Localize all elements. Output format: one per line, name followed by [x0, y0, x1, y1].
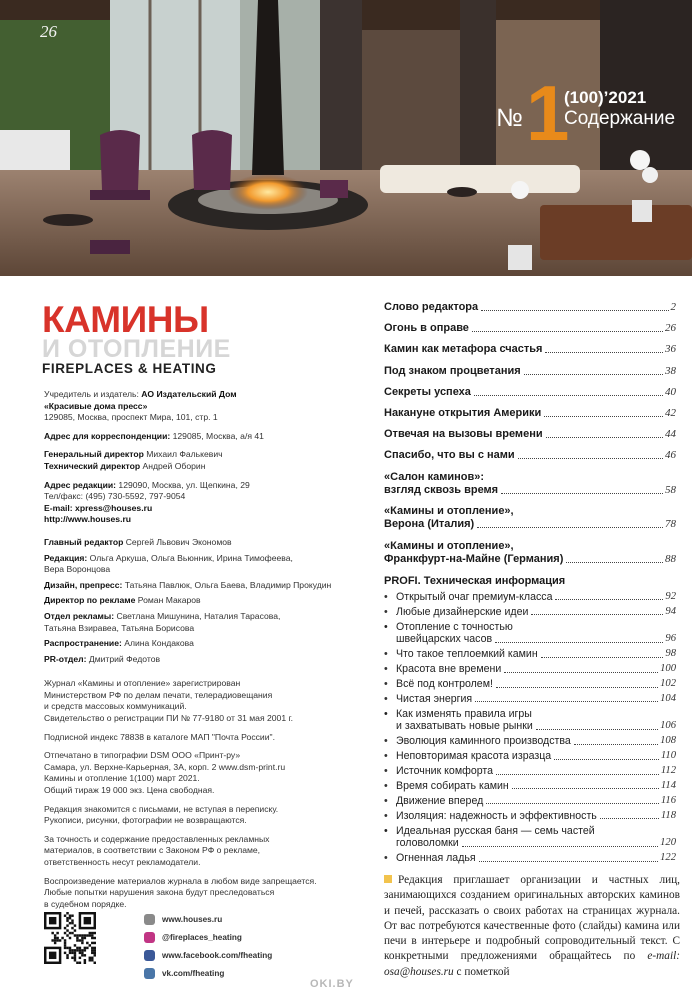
toc-page: 112 — [660, 764, 676, 776]
bullet: • — [384, 852, 388, 865]
toc-title: Секреты успеха — [384, 385, 471, 398]
leader-dots — [475, 701, 658, 702]
design-value: Татьяна Павлюк, Ольга Баева, Владимир Прокудин — [124, 579, 332, 590]
toc-page: 104 — [660, 692, 676, 704]
issue-no-sign: № — [496, 104, 523, 132]
toc-title: Источник комфорта — [396, 764, 493, 777]
leader-dots — [518, 458, 663, 459]
leader-dots — [536, 729, 658, 730]
bullet: • — [384, 750, 388, 763]
toc-title: Что такое теплоемкий камин — [396, 648, 538, 661]
toc-sub-item[interactable] — [384, 765, 676, 778]
toc-title-line-1: Отопление с точностью — [396, 620, 513, 633]
toc-title: Изоляция: надежность и эффективность — [396, 809, 597, 822]
toc-title: Любые дизайнерские идеи — [396, 605, 529, 618]
lobby-interior-illustration — [0, 0, 692, 276]
editorial-value: Ольга Аркуша, Ольга Вьюнник, Ирина Тимофеева, — [89, 552, 293, 563]
leader-dots — [512, 788, 659, 789]
printing-line-2: Самара, ул. Верхне-Карьерная, 3А, корп. 2 www.dsm-print.ru — [44, 761, 286, 772]
toc-item[interactable] — [384, 365, 676, 378]
toc-page: 116 — [660, 794, 676, 806]
social-link[interactable] — [144, 948, 304, 963]
founder-label: Учредитель и издатель: — [44, 389, 139, 399]
gd-value: Михаил Фалькевич — [146, 449, 223, 460]
toc-page: 108 — [660, 735, 676, 747]
social-link[interactable] — [144, 966, 304, 981]
design-label: Дизайн, препресс: — [44, 579, 123, 590]
leader-dots — [574, 744, 658, 745]
toc-title-line-2: швейцарских часов — [396, 633, 493, 646]
toc-sub-item[interactable] — [384, 750, 676, 763]
toc-title: Огонь в оправе — [384, 322, 469, 335]
toc-item[interactable] — [384, 301, 676, 314]
toc-title: Время собирать камин — [396, 779, 509, 792]
social-link-text: vk.com/fheating — [162, 969, 225, 978]
toc-page: 114 — [660, 779, 676, 791]
toc-page: 46 — [665, 449, 676, 462]
toc-title: Движение вперед — [396, 794, 484, 807]
toc-title-line-1: Идеальная русская баня — семь частей — [396, 824, 595, 837]
toc-title-line-2: Верона (Италия) — [384, 518, 475, 531]
toc-sub-item[interactable] — [384, 708, 676, 733]
toc-title: Открытый очаг премиум-класса — [396, 590, 553, 603]
toc-sub-item[interactable] — [384, 825, 676, 850]
social-links — [144, 912, 304, 984]
contents-heading: Содержание — [564, 108, 676, 129]
leader-dots — [486, 803, 659, 804]
toc-title-line-1: «Камины и отопление», — [384, 540, 514, 553]
phone: Тел/факс: (495) 730-5592, 797-9054 — [44, 491, 186, 502]
registration-line-4: Свидетельство о регистрации ПИ № 77-9180 от 31 мая 2001 г. — [44, 713, 293, 724]
website: http://www.houses.ru — [44, 514, 132, 525]
ads-dept-value: Светлана Мишунина, Наталия Тарасова, — [116, 610, 281, 621]
bullet: • — [384, 620, 388, 633]
toc-title-line-1: «Камины и отопление», — [384, 505, 514, 518]
bullet: • — [384, 663, 388, 676]
toc-title: Эволюция каминного производства — [396, 735, 571, 748]
social-link[interactable] — [144, 930, 304, 945]
leader-dots — [472, 331, 663, 332]
corr-label: Адрес для корреспонденции: — [44, 430, 171, 441]
leader-dots — [501, 493, 663, 494]
editorial-notice — [384, 873, 680, 980]
toc-page: 2 — [670, 301, 676, 313]
logo-line-3: FIREPLACES & HEATING — [42, 361, 217, 376]
leader-dots — [524, 374, 663, 375]
table-of-contents — [384, 301, 676, 867]
qr-code-icon[interactable] — [44, 912, 96, 964]
toc-title: Накануне открытия Америки — [384, 406, 542, 419]
home-icon — [144, 914, 155, 925]
leader-dots — [474, 395, 663, 396]
subscription-index: Подписной индекс 78838 в каталоге МАП "Почта России". — [44, 731, 275, 742]
toc-item[interactable] — [384, 449, 676, 462]
toc-title: Слово редактора — [384, 301, 479, 313]
toc-item[interactable] — [384, 540, 676, 566]
social-link[interactable] — [144, 912, 304, 927]
toc-title: Всё под контролем! — [396, 677, 493, 690]
email: E-mail: xpress@houses.ru — [44, 502, 153, 513]
toc-sub-item[interactable] — [384, 735, 676, 748]
notice-text: Редакция приглашает организации и частных лиц, занимающихся созданием оригинальных авторских каминов и печей, рассказать о своих работах на страницах журнала. От вас потребуются качественные фото (слайды) камина или печи в интерьере и подробный сопроводительный текст. С конкретными предложениями обращайтесь по — [384, 874, 680, 963]
pr-value: Дмитрий Федотов — [88, 653, 161, 664]
page-number: 26 — [40, 22, 57, 41]
toc-item[interactable] — [384, 471, 676, 497]
leader-dots — [544, 416, 663, 417]
responsibility-line-1: За точность и содержание предоставленных рекламных — [44, 833, 270, 844]
watermark: OKI.BY — [310, 978, 354, 990]
imprint — [44, 389, 344, 917]
registration-line-3: и средств массовых коммуникаций. — [44, 701, 187, 712]
toc-sub-item[interactable] — [384, 678, 676, 691]
social-link-text: www.facebook.com/fheating — [162, 951, 273, 960]
pr-label: PR-отдел: — [44, 653, 87, 664]
leader-dots — [481, 310, 668, 311]
ads-director-label: Директор по рекламе — [44, 595, 136, 606]
toc-sub-item[interactable] — [384, 852, 676, 865]
toc-sub-item[interactable] — [384, 795, 676, 808]
square-bullet-icon — [384, 875, 392, 883]
letters-line-1: Редакция знакомится с письмами, не вступая в переписку. — [44, 803, 279, 814]
bullet: • — [384, 779, 388, 792]
copyright-line-3: в судебном порядке. — [44, 898, 127, 909]
toc-sub-item[interactable] — [384, 591, 676, 604]
toc-page: 94 — [665, 605, 676, 617]
magazine-logo — [42, 299, 231, 377]
toc-title: Отвечая на вызовы времени — [384, 428, 543, 441]
toc-page: 96 — [665, 633, 676, 645]
toc-page: 102 — [660, 677, 676, 689]
toc-sub-item[interactable] — [384, 663, 676, 676]
letters-line-2: Рукописи, рисунки, фотографии не возвращаются. — [44, 815, 247, 826]
chief-label: Главный редактор — [44, 536, 124, 547]
ads-dept-label: Отдел рекламы: — [44, 610, 115, 621]
toc-sub-item[interactable] — [384, 648, 676, 661]
issue-year: (100)’2021 — [564, 88, 647, 107]
toc-sub-item[interactable] — [384, 606, 676, 619]
td-value: Андрей Оборин — [142, 460, 206, 471]
toc-sub-item[interactable] — [384, 810, 676, 823]
toc-page: 106 — [660, 720, 676, 732]
toc-title-line-2: взгляд сквозь время — [384, 483, 499, 496]
bullet: • — [384, 707, 388, 720]
notice-tail: с пометкой — [453, 965, 510, 978]
social-link-text: www.houses.ru — [162, 915, 223, 924]
leader-dots — [545, 352, 663, 353]
corr-value: 129085, Москва, а/я 41 — [172, 430, 264, 441]
distribution-label: Распространение: — [44, 638, 122, 649]
leader-dots — [496, 687, 658, 688]
copyright-line-1: Воспроизведение материалов журнала в любом виде запрещается. — [44, 875, 317, 886]
copyright-line-2: Любые попытки нарушения закона будут преследоваться — [44, 887, 275, 898]
toc-item[interactable] — [384, 428, 676, 441]
toc-page: 44 — [665, 428, 676, 441]
toc-page: 100 — [660, 663, 676, 675]
toc-sub-item[interactable] — [384, 780, 676, 793]
ads-director-value: Роман Макаров — [137, 595, 201, 606]
facebook-icon — [144, 950, 155, 961]
toc-title-line-2: головоломки — [396, 837, 459, 850]
notice-email[interactable]: e-mail: osa@houses.ru — [384, 950, 680, 978]
founder-address: 129085, Москва, проспект Мира, 101, стр. 1 — [44, 412, 218, 423]
bullet: • — [384, 692, 388, 705]
toc-title: Чистая энергия — [396, 692, 473, 705]
issue-number: 1 — [526, 69, 570, 157]
toc-page: 42 — [665, 406, 676, 419]
toc-title: Огненная ладья — [396, 852, 476, 865]
toc-title-line-1: Как изменять правила игры — [396, 707, 532, 720]
registration-line-1: Журнал «Камины и отопление» зарегистрирован — [44, 678, 241, 689]
editorial-value-2: Вера Воронцова — [44, 564, 111, 575]
toc-item[interactable] — [384, 505, 676, 531]
toc-page: 122 — [660, 852, 676, 864]
toc-page: 58 — [665, 483, 676, 496]
printing-line-4: Общий тираж 19 000 экз. Цена свободная. — [44, 785, 215, 796]
editorial-address-value: 129090, Москва, ул. Щепкина, 29 — [118, 479, 250, 490]
bullet: • — [384, 648, 388, 661]
leader-dots — [495, 642, 663, 643]
toc-title: Неповторимая красота изразца — [396, 750, 552, 763]
toc-item[interactable] — [384, 407, 676, 420]
section-heading: PROFI. Техническая информация — [384, 574, 566, 587]
toc-title: Спасибо, что вы с нами — [384, 449, 515, 462]
toc-item[interactable] — [384, 386, 676, 399]
toc-title-line-2: Франкфурт-на-Майне (Германия) — [384, 553, 564, 566]
bullet: • — [384, 824, 388, 837]
responsibility-line-3: ответственность несут рекламодатели. — [44, 857, 201, 867]
toc-page: 92 — [665, 590, 676, 602]
toc-item[interactable] — [384, 343, 676, 356]
bullet: • — [384, 794, 388, 807]
bullet: • — [384, 735, 388, 748]
printing-line-3: Камины и отопление 1(100) март 2021. — [44, 773, 200, 784]
toc-title: Красота вне времени — [396, 663, 502, 676]
bullet: • — [384, 764, 388, 777]
header-photo — [0, 0, 692, 276]
leader-dots — [479, 861, 658, 862]
leader-dots — [566, 562, 663, 563]
toc-page: 118 — [660, 809, 676, 821]
leader-dots — [477, 527, 663, 528]
toc-page: 40 — [665, 385, 676, 398]
instagram-icon — [144, 932, 155, 943]
toc-title: Камин как метафора счастья — [384, 343, 543, 356]
responsibility-line-2: материалов, в соответствии с Законом РФ о рекламе, — [44, 845, 261, 856]
founder-block — [44, 389, 344, 423]
leader-dots — [462, 846, 658, 847]
leader-dots — [531, 614, 663, 615]
founder-value: АО Издательский Дом — [141, 389, 237, 399]
social-link-text: @fireplaces_heating — [162, 933, 242, 942]
td-label: Технический директор — [44, 460, 141, 471]
founder-value-2: «Красивые дома пресс» — [44, 400, 148, 411]
leader-dots — [541, 657, 664, 658]
distribution-value: Алина Кондакова — [124, 638, 194, 649]
toc-page: 120 — [660, 837, 676, 849]
toc-title-line-2: и захватывать новые рынки — [396, 720, 533, 733]
printing-line-1: Отпечатано в типографии DSM ООО «Принт-ру» — [44, 750, 241, 761]
editorial-address-label: Адрес редакции: — [44, 479, 117, 490]
toc-page: 78 — [665, 518, 676, 531]
toc-page: 98 — [665, 648, 676, 660]
toc-page: 36 — [665, 343, 676, 356]
toc-page: 26 — [665, 322, 676, 335]
ads-dept-value-2: Татьяна Взиравеа, Татьяна Борисова — [44, 622, 195, 633]
leader-dots — [600, 818, 659, 819]
logo-line-1: КАМИНЫ — [42, 299, 209, 340]
editorial-label: Редакция: — [44, 552, 88, 563]
registration-line-2: Министерством РФ по делам печати, телерадиовещания — [44, 689, 273, 700]
gd-label: Генеральный директор — [44, 449, 144, 460]
toc-page: 88 — [665, 553, 676, 566]
chief-value: Сергей Львович Экономов — [125, 536, 232, 547]
vk-icon — [144, 968, 155, 979]
leader-dots — [554, 759, 659, 760]
toc-sub-item[interactable] — [384, 621, 676, 646]
leader-dots — [546, 437, 663, 438]
logo-line-2: И ОТОПЛЕНИЕ — [42, 335, 231, 363]
leader-dots — [496, 774, 659, 775]
leader-dots — [555, 599, 663, 600]
toc-item[interactable] — [384, 322, 676, 335]
bullet: • — [384, 677, 388, 690]
bullet: • — [384, 590, 388, 603]
leader-dots — [504, 672, 658, 673]
toc-page: 38 — [665, 364, 676, 377]
toc-page: 110 — [660, 750, 676, 762]
toc-title-line-1: «Салон каминов»: — [384, 470, 485, 483]
bullet: • — [384, 605, 388, 618]
toc-title: Под знаком процветания — [384, 364, 521, 377]
toc-sub-item[interactable] — [384, 693, 676, 706]
bullet: • — [384, 809, 388, 822]
